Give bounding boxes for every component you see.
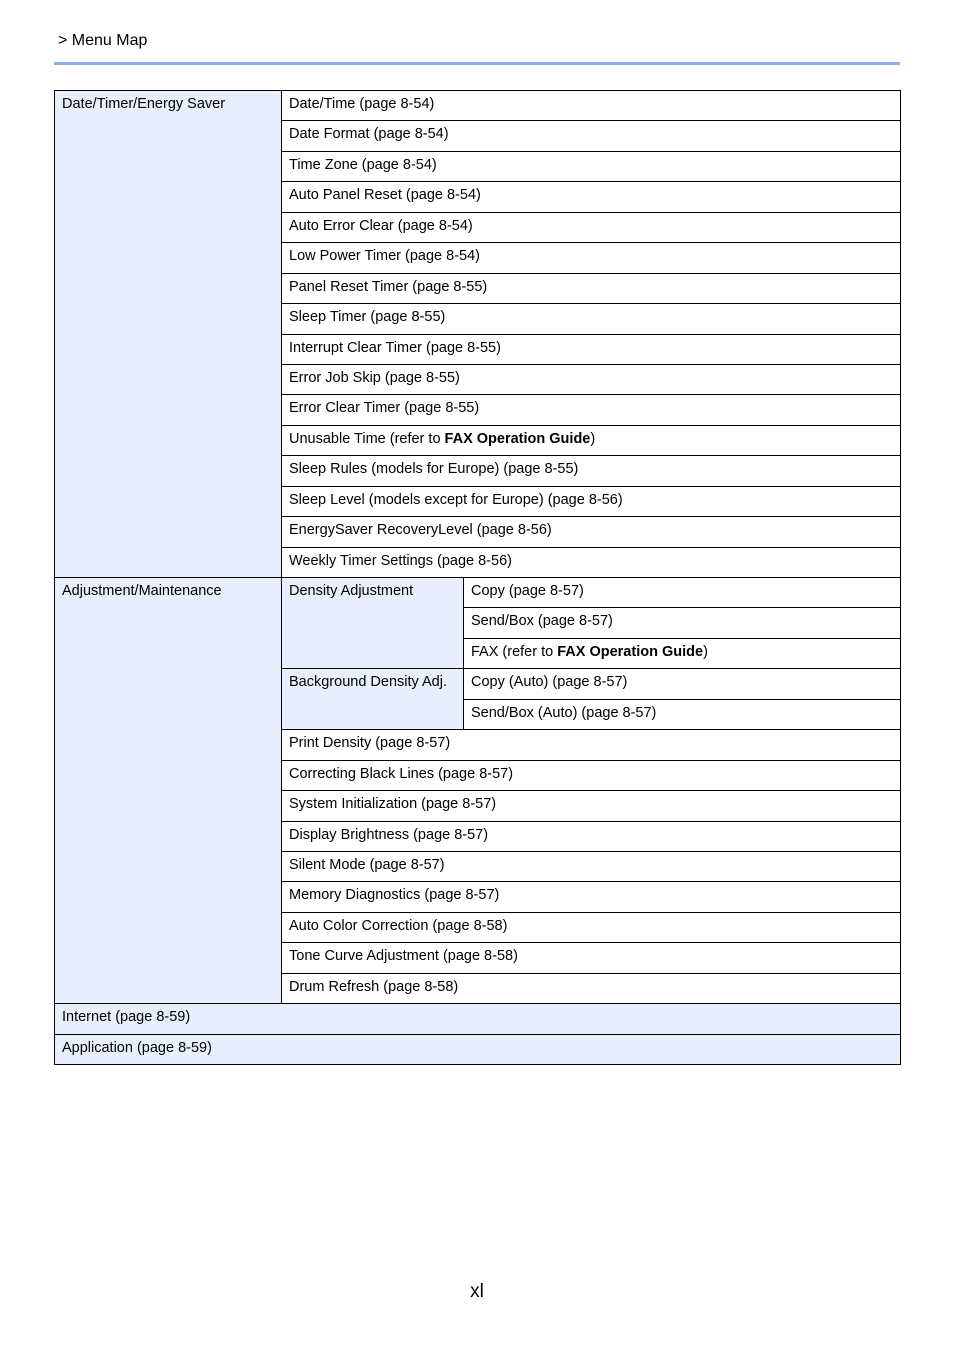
menu-item[interactable]: Memory Diagnostics (page 8-57) [282,882,901,912]
menu-item[interactable]: System Initialization (page 8-57) [282,791,901,821]
breadcrumb[interactable]: > Menu Map [58,32,148,49]
menu-item[interactable]: Time Zone (page 8-54) [282,151,901,181]
menu-item[interactable]: Display Brightness (page 8-57) [282,821,901,851]
menu-item[interactable] [282,425,901,455]
menu-item[interactable]: Date/Time (page 8-54) [282,91,901,121]
menu-item[interactable]: Low Power Timer (page 8-54) [282,243,901,273]
menu-item[interactable] [464,638,901,668]
menu-item[interactable]: Auto Panel Reset (page 8-54) [282,182,901,212]
menu-item[interactable]: Error Clear Timer (page 8-55) [282,395,901,425]
table-row [55,1004,901,1034]
menu-item[interactable]: Drum Refresh (page 8-58) [282,973,901,1003]
menu-item[interactable]: Copy (Auto) (page 8-57) [464,669,901,699]
menu-item[interactable]: Silent Mode (page 8-57) [282,851,901,881]
menu-item[interactable]: Send/Box (page 8-57) [464,608,901,638]
menu-item[interactable]: Interrupt Clear Timer (page 8-55) [282,334,901,364]
group-label[interactable]: Background Density Adj. [282,669,464,730]
menu-item[interactable]: Weekly Timer Settings (page 8-56) [282,547,901,577]
menu-item[interactable]: EnergySaver RecoveryLevel (page 8-56) [282,517,901,547]
menu-item[interactable]: Correcting Black Lines (page 8-57) [282,760,901,790]
section-label[interactable]: Adjustment/Maintenance [55,578,282,1004]
item-text-end: ) [703,643,708,660]
guide-reference: FAX Operation Guide [444,430,591,447]
page-number: xl [470,1281,484,1302]
menu-item[interactable]: Panel Reset Timer (page 8-55) [282,273,901,303]
menu-item[interactable]: Sleep Rules (models for Europe) (page 8-55) [282,456,901,486]
section-label[interactable]: Internet (page 8-59) [55,1004,901,1034]
item-text: Unusable Time (refer to [289,430,445,447]
header-divider [54,62,900,65]
menu-item[interactable]: Date Format (page 8-54) [282,121,901,151]
section-label[interactable]: Application (page 8-59) [55,1034,901,1064]
guide-reference: FAX Operation Guide [557,643,704,660]
menu-item[interactable]: Auto Error Clear (page 8-54) [282,212,901,242]
menu-map-table [54,90,901,1065]
table-row [55,1034,901,1064]
item-text-end: ) [590,430,596,447]
menu-item[interactable]: Sleep Level (models except for Europe) (page 8-56) [282,486,901,516]
section-label[interactable]: Date/Timer/Energy Saver [55,91,282,578]
menu-item[interactable]: Print Density (page 8-57) [282,730,901,760]
table-row [55,91,901,121]
menu-item[interactable]: Auto Color Correction (page 8-58) [282,912,901,942]
menu-item[interactable]: Send/Box (Auto) (page 8-57) [464,699,901,729]
table-row [55,578,901,608]
menu-item[interactable]: Error Job Skip (page 8-55) [282,364,901,394]
menu-item[interactable]: Tone Curve Adjustment (page 8-58) [282,943,901,973]
menu-item[interactable]: Copy (page 8-57) [464,578,901,608]
item-text: FAX (refer to [471,643,558,660]
group-label[interactable]: Density Adjustment [282,578,464,669]
menu-item[interactable]: Sleep Timer (page 8-55) [282,304,901,334]
